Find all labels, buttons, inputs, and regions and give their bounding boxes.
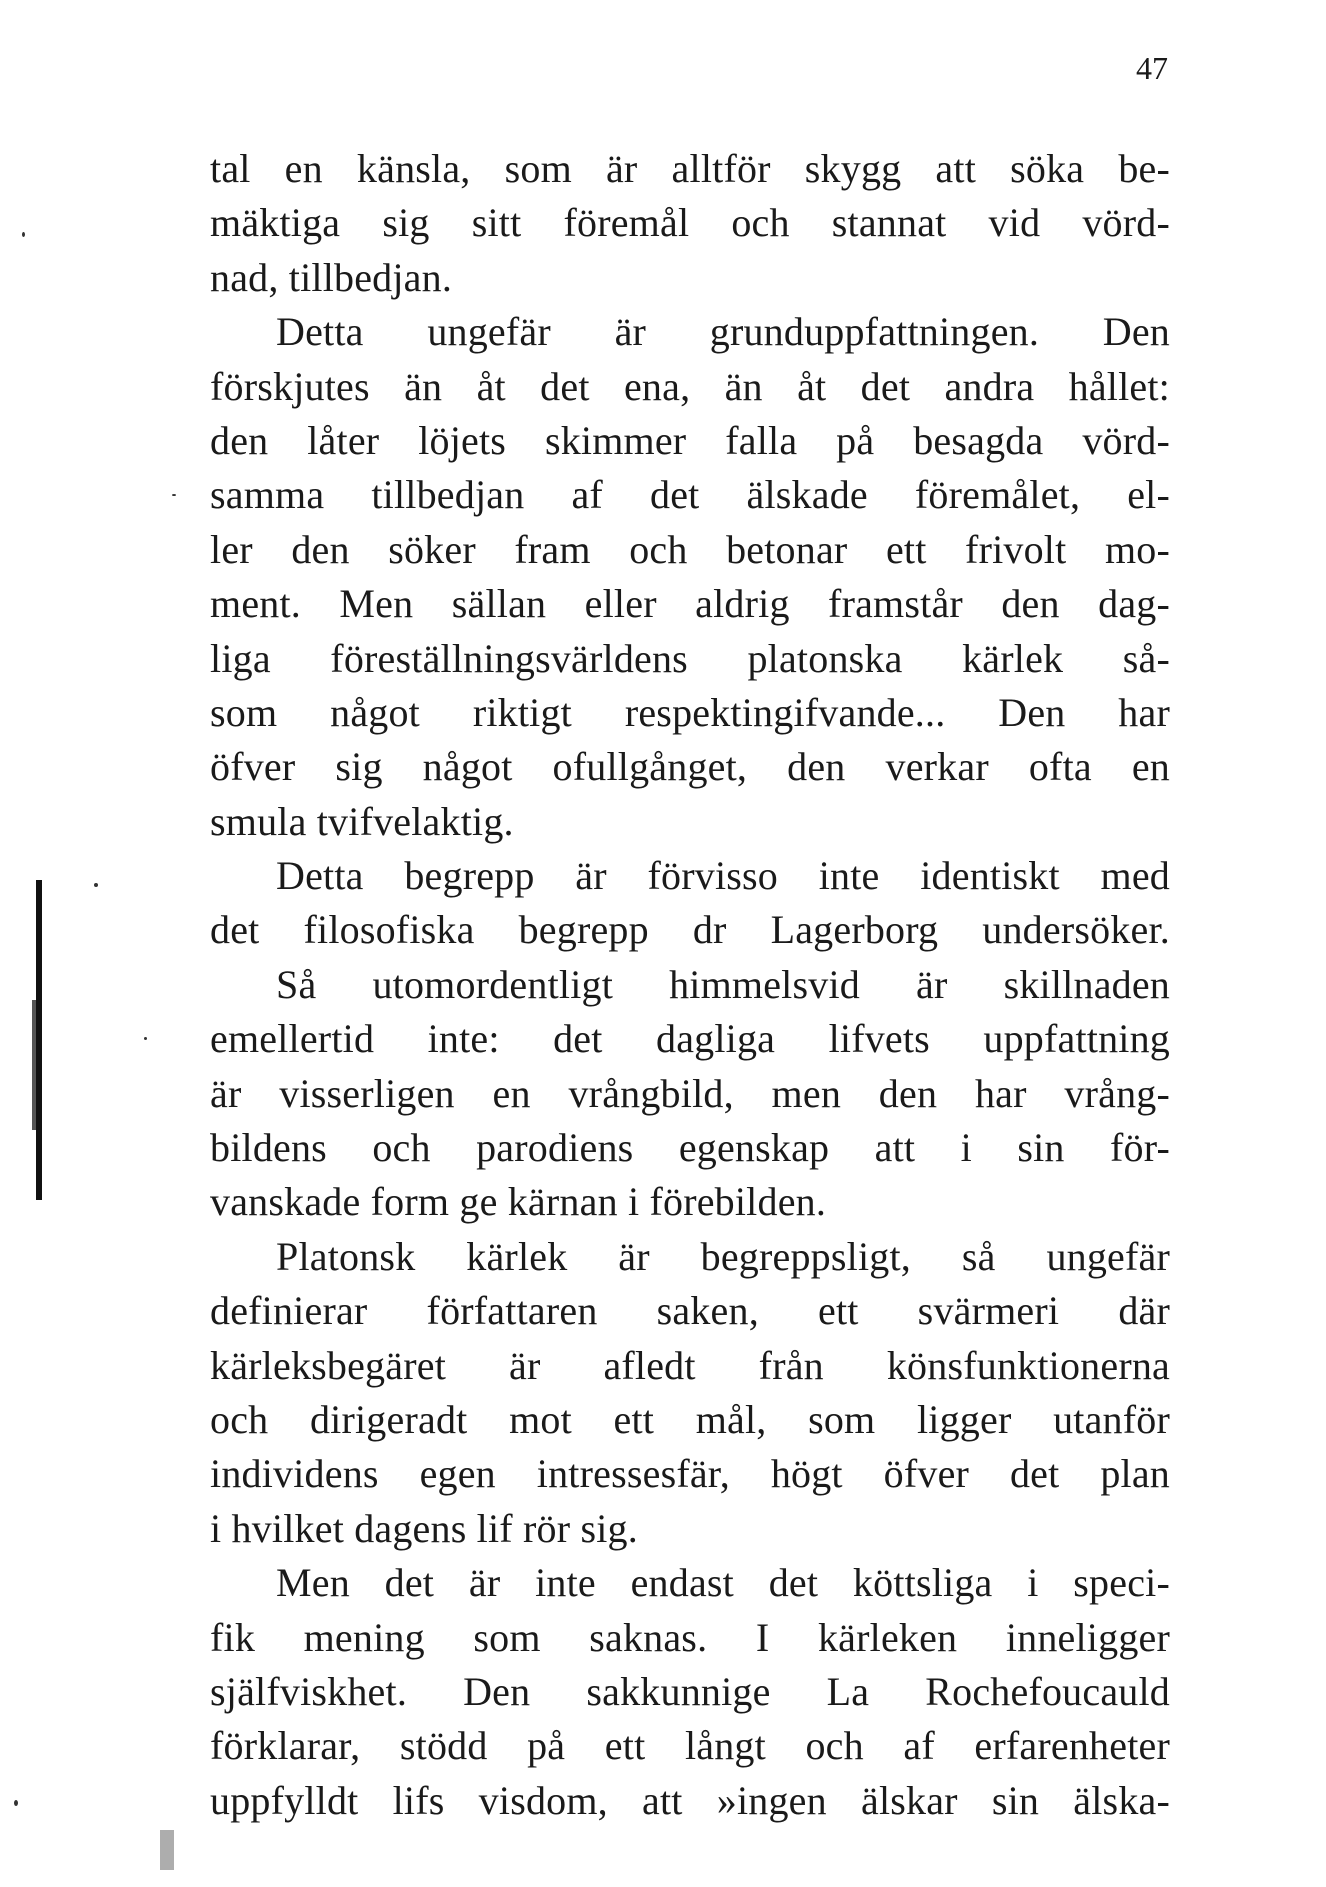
text-line: individens egen intressesfär, högt öfver det plan bbox=[210, 1451, 1170, 1497]
text-line: Detta ungefär är grunduppfattningen. Den bbox=[276, 309, 1170, 355]
scan-smudge bbox=[160, 1830, 174, 1870]
scan-speck bbox=[94, 883, 98, 887]
paragraph-3 bbox=[210, 849, 1170, 1230]
text-line: det filosofiska begrepp dr Lagerborg undersöker. bbox=[210, 907, 1170, 953]
text-line: förklarar, stödd på ett långt och af erfarenheter bbox=[210, 1723, 1170, 1769]
text-line: liga föreställningsvärldens platonska kärlek så- bbox=[210, 635, 1170, 681]
text-line: är visserligen en vrångbild, men den har vrång- bbox=[210, 1070, 1170, 1116]
text-line: Så utomordentligt himmelsvid är skillnaden bbox=[276, 961, 1170, 1007]
scan-speck bbox=[144, 1037, 147, 1040]
text-line: i hvilket dagens lif rör sig. bbox=[210, 1505, 638, 1551]
text-line: emellertid inte: det dagliga lifvets uppfattning bbox=[210, 1016, 1170, 1062]
text-line: Detta begrepp är förvisso inte identiskt med bbox=[276, 853, 1170, 899]
paragraph-2 bbox=[210, 305, 1170, 849]
text-line: smula tvifvelaktig. bbox=[210, 798, 514, 844]
paragraph-1 bbox=[210, 142, 1170, 305]
text-line: mäktiga sig sitt föremål och stannat vid vörd- bbox=[210, 200, 1170, 246]
text-line: den låter löjets skimmer falla på besagda vörd- bbox=[210, 417, 1170, 463]
text-line: ler den söker fram och betonar ett frivolt mo- bbox=[210, 526, 1170, 572]
text-line: öfver sig något ofullgånget, den verkar ofta en bbox=[210, 744, 1170, 790]
text-line: själfviskhet. Den sakkunnige La Rochefoucauld bbox=[210, 1668, 1170, 1714]
text-line: förskjutes än åt det ena, än åt det andra hållet: bbox=[210, 363, 1170, 409]
scan-speck bbox=[172, 494, 176, 496]
text-line: uppfylldt lifs visdom, att »ingen älskar sin älska- bbox=[210, 1777, 1170, 1823]
binding-shadow-mark bbox=[32, 1000, 36, 1130]
paragraph-5 bbox=[210, 1556, 1170, 1828]
text-line: bildens och parodiens egenskap att i sin för- bbox=[210, 1125, 1170, 1171]
page-number: 47 bbox=[1136, 50, 1168, 86]
body-text bbox=[210, 142, 1170, 1828]
text-line: nad, tillbedjan. bbox=[210, 254, 453, 300]
text-line: ment. Men sällan eller aldrig framstår den dag- bbox=[210, 581, 1170, 627]
text-line: som något riktigt respektingifvande... Den har bbox=[210, 689, 1170, 735]
text-line: kärleksbegäret är afledt från könsfunktionerna bbox=[210, 1342, 1170, 1388]
text-line: tal en känsla, som är alltför skygg att söka be- bbox=[210, 146, 1170, 191]
text-line: samma tillbedjan af det älskade föremålet, el- bbox=[210, 472, 1170, 518]
binding-shadow-mark bbox=[36, 880, 42, 1200]
text-line: Platonsk kärlek är begreppsligt, så ungefär bbox=[276, 1233, 1170, 1279]
text-line: vanskade form ge kärnan i förebilden. bbox=[210, 1179, 827, 1225]
text-line: Men det är inte endast det köttsliga i speci- bbox=[276, 1560, 1170, 1606]
text-line: och dirigeradt mot ett mål, som ligger utanför bbox=[210, 1396, 1170, 1442]
text-line: definierar författaren saken, ett svärmeri där bbox=[210, 1288, 1170, 1334]
paragraph-4 bbox=[210, 1230, 1170, 1556]
text-line: fik mening som saknas. I kärleken inneligger bbox=[210, 1614, 1170, 1660]
scan-speck bbox=[14, 1800, 18, 1806]
scan-speck bbox=[22, 232, 25, 237]
